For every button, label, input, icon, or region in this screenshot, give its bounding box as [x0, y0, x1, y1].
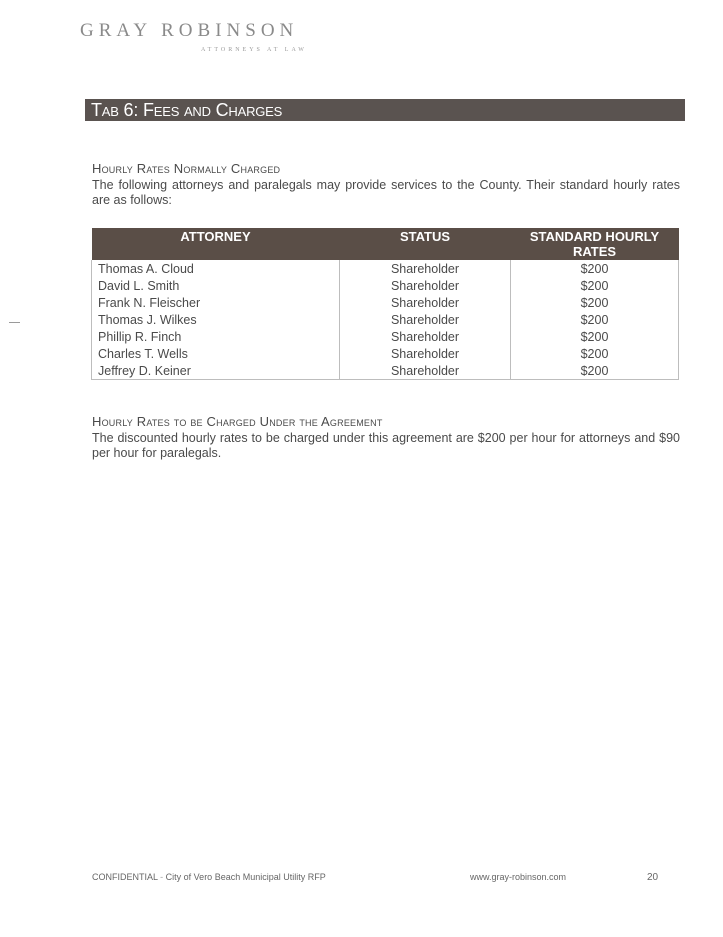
column-header-status: STATUS	[340, 228, 511, 260]
attorney-status: Shareholder	[340, 277, 511, 294]
table-row	[92, 345, 679, 362]
footer-website: www.gray-robinson.com	[470, 872, 567, 882]
column-header-attorney: ATTORNEY	[92, 228, 340, 260]
table-row	[92, 311, 679, 328]
table-row	[92, 328, 679, 345]
attorney-rate: $200	[511, 294, 679, 311]
attorney-rate: $200	[511, 311, 679, 328]
attorney-status: Shareholder	[340, 260, 511, 277]
heading-agreement-rates: Hourly Rates to be Charged Under the Agreement	[92, 414, 383, 429]
attorney-status: Shareholder	[340, 311, 511, 328]
attorney-status: Shareholder	[340, 328, 511, 345]
logo-tagline: ATTORNEYS AT LAW	[201, 47, 307, 53]
attorney-status: Shareholder	[340, 294, 511, 311]
footer-confidential: CONFIDENTIAL	[92, 872, 158, 882]
section-title: Tab 6: Fees and Charges	[91, 100, 283, 120]
attorney-name: Frank N. Fleischer	[92, 294, 340, 311]
heading-normal-rates: Hourly Rates Normally Charged	[92, 161, 281, 176]
attorney-name: David L. Smith	[92, 277, 340, 294]
table-header-row	[92, 228, 679, 260]
scan-margin-mark	[9, 322, 20, 323]
attorney-name: Jeffrey D. Keiner	[92, 362, 340, 380]
footer-left	[92, 872, 326, 882]
attorney-status: Shareholder	[340, 362, 511, 380]
attorney-status: Shareholder	[340, 345, 511, 362]
attorney-name: Thomas A. Cloud	[92, 260, 340, 277]
page-number: 20	[647, 872, 659, 883]
attorney-rate: $200	[511, 260, 679, 277]
attorney-rate: $200	[511, 328, 679, 345]
attorney-name: Thomas J. Wilkes	[92, 311, 340, 328]
footer-separator: -	[157, 872, 166, 882]
attorney-rate: $200	[511, 277, 679, 294]
attorney-rate: $200	[511, 345, 679, 362]
paragraph-normal-rates: The following attorneys and paralegals may provide services to the County. Their standard hourly rates are as follows:	[92, 178, 680, 207]
footer-document-title: City of Vero Beach Municipal Utility RFP	[165, 872, 326, 882]
paragraph-agreement-rates: The discounted hourly rates to be charged under this agreement are $200 per hour for attorneys and $90 per hour for paralegals.	[92, 431, 680, 460]
column-header-rate: STANDARD HOURLY RATES	[511, 228, 679, 260]
logo-firm-name: GRAY ROBINSON	[80, 20, 299, 41]
table-row	[92, 294, 679, 311]
table-row	[92, 260, 679, 277]
attorney-name: Charles T. Wells	[92, 345, 340, 362]
table-row	[92, 277, 679, 294]
firm-logo	[80, 20, 320, 53]
section-title-bar	[85, 99, 685, 121]
attorney-rate: $200	[511, 362, 679, 380]
table-row	[92, 362, 679, 380]
hourly-rates-table	[91, 228, 679, 380]
attorney-name: Phillip R. Finch	[92, 328, 340, 345]
